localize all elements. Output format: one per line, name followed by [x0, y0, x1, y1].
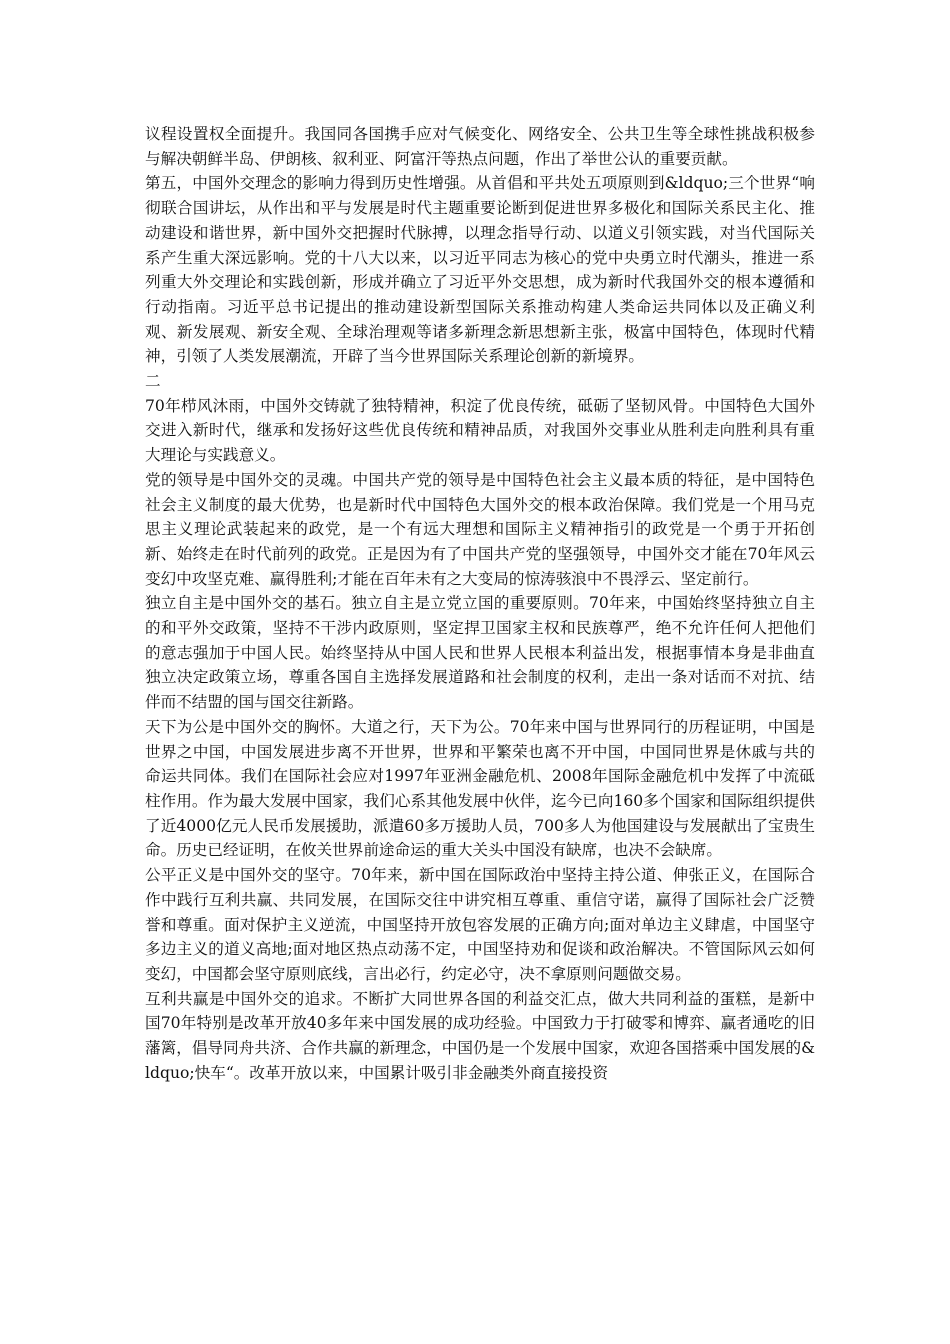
paragraph-party-leadership: 党的领导是中国外交的灵魂。中国共产党的领导是中国特色社会主义最本质的特征，是中国特色社会主义制度的最大优势，也是新时代中国特色大国外交的根本政治保障。我们党是一个用马克思主义理论武装起来的政党，是一个有远大理想和国际主义精神指引的政党是一个勇于开拓创新、始终走在时代前列的政党。正是因为有了中国共产党的坚强领导，中国外交才能在70年风云变幻中攻坚克难、赢得胜利;才能在百年未有之大变局的惊涛骇浪中不畏浮云、坚定前行。	[145, 470, 815, 588]
section-heading-two: 二	[145, 372, 161, 391]
paragraph-world-for-all: 天下为公是中国外交的胸怀。大道之行，天下为公。70年来中国与世界同行的历程证明，中国是世界之中国，中国发展进步离不开世界，世界和平繁荣也离不开中国，中国同世界是休戚与共的命运共同体。我们在国际社会应对1997年亚洲金融危机、2008年国际金融危机中发挥了中流砥柱作用。作为最大发展中国家，我们心系其他发展中伙伴，迄今已向160多个国家和国际组织提供了近4000亿元人民币发展援助，派遣60多万援助人员，700多人为他国建设与发展献出了宝贵生命。历史已经证明，在攸关世界前途命运的重大关头中国没有缺席，也决不会缺席。	[145, 717, 815, 860]
paragraph-agenda-setting: 议程设置权全面提升。我国同各国携手应对气候变化、网络安全、公共卫生等全球性挑战积极参与解决朝鲜半岛、伊朗核、叙利亚、阿富汗等热点问题，作出了举世公认的重要贡献。	[145, 125, 815, 168]
paragraph-seventy-years: 70年栉风沐雨，中国外交铸就了独特精神，积淀了优良传统，砥砺了坚韧风骨。中国特色大国外交进入新时代，继承和发扬好这些优良传统和精神品质，对我国外交事业从胜利走向胜利具有重大理论与实践意义。	[145, 396, 815, 465]
paragraph-diplomatic-philosophy: 第五，中国外交理念的影响力得到历史性增强。从首倡和平共处五项原则到&ldquo;三个世界“响彻联合国讲坛，从作出和平与发展是时代主题重要论断到促进世界多极化和国际关系民主化、推动建设和谐世界，新中国外交把握时代脉搏，以理念指导行动、以道义引领实践，对当代国际关系产生重大深远影响。党的十八大以来，以习近平同志为核心的党中央勇立时代潮头，推进一系列重大外交理论和实践创新，形成并确立了习近平外交思想，成为新时代我国外交的根本遵循和行动指南。习近平总书记提出的推动建设新型国际关系推动构建人类命运共同体以及正确义利观、新发展观、新安全观、全球治理观等诸多新理念新思想新主张，极富中国特色，体现时代精神，引领了人类发展潮流，开辟了当今世界国际关系理论创新的新境界。	[145, 174, 815, 366]
document-body	[145, 122, 815, 1085]
paragraph-fairness-justice: 公平正义是中国外交的坚守。70年来，新中国在国际政治中坚持主持公道、伸张正义，在国际合作中践行互利共赢、共同发展，在国际交往中讲究相互尊重、重信守诺，赢得了国际社会广泛赞誉和尊重。面对保护主义逆流，中国坚持开放包容发展的正确方向;面对单边主义肆虐，中国坚守多边主义的道义高地;面对地区热点动荡不定，中国坚持劝和促谈和政治解决。不管国际风云如何变幻，中国都会坚守原则底线，言出必行，约定必守，决不拿原则问题做交易。	[145, 866, 815, 983]
paragraph-win-win: 互利共赢是中国外交的追求。不断扩大同世界各国的利益交汇点，做大共同利益的蛋糕，是新中国70年特别是改革开放40多年来中国发展的成功经验。中国致力于打破零和博弈、赢者通吃的旧藩篱，倡导同舟共济、合作共赢的新理念，中国仍是一个发展中国家，欢迎各国搭乘中国发展的&ldquo;快车“。改革开放以来，中国累计吸引非金融类外商直接投资	[145, 989, 815, 1082]
paragraph-independence: 独立自主是中国外交的基石。独立自主是立党立国的重要原则。70年来，中国始终坚持独立自主的和平外交政策，坚持不干涉内政原则，坚定捍卫国家主权和民族尊严，绝不允许任何人把他们的意志强加于中国人民。始终坚持从中国人民和世界人民根本利益出发，根据事情本身是非曲直独立决定政策立场，尊重各国自主选择发展道路和社会制度的权利，走出一条对话而不对抗、结伴而不结盟的国与国交往新路。	[145, 594, 815, 712]
